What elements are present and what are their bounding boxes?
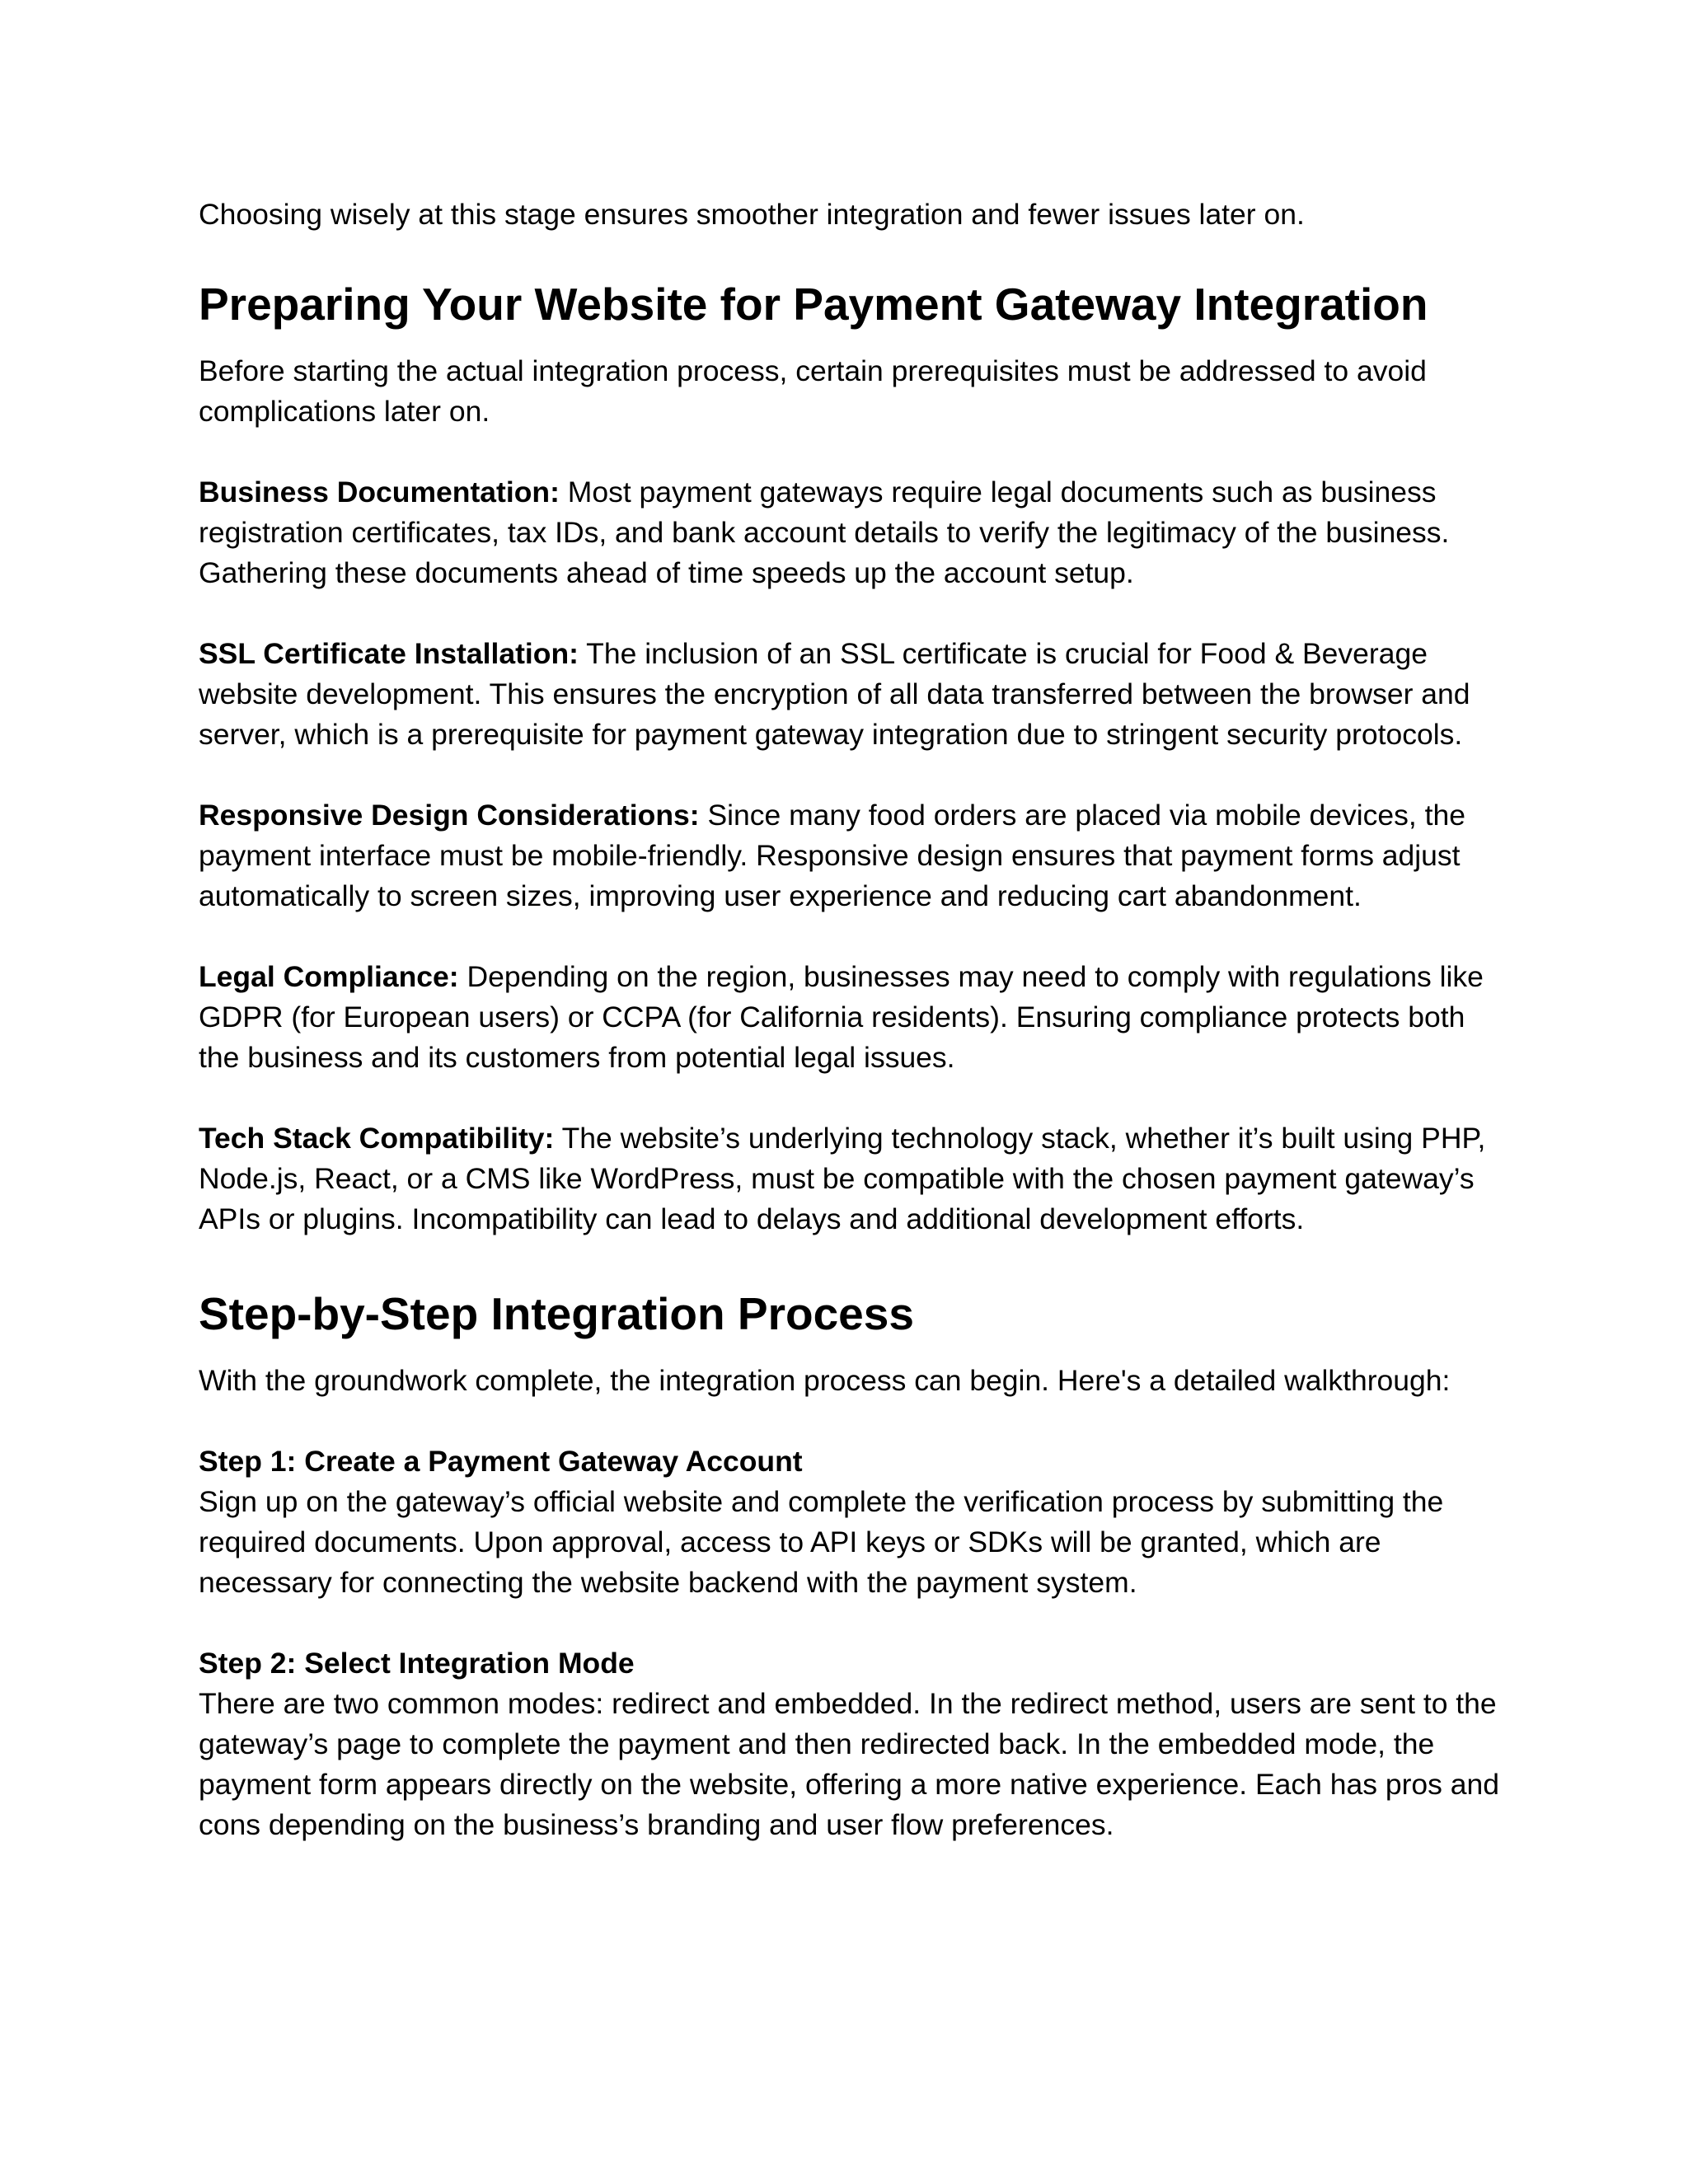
intro-closing-paragraph: Choosing wisely at this stage ensures smoother integration and fewer issues later on.: [199, 198, 1305, 231]
prereq-lead: Tech Stack Compatibility:: [199, 1122, 555, 1155]
prereq-lead: Business Documentation:: [199, 476, 560, 509]
prereq-paragraph-legal-compliance: [199, 957, 1501, 1078]
paragraph-gap: [199, 1401, 1501, 1441]
prereq-body: The inclusion of an SSL certificate is crucial for Food & Beverage website development. This ensures the encryption of all data transferred between the browser and server, which is a prerequisite for payment gateway integration due to stringent security protocols.: [199, 637, 1470, 751]
paragraph-gap: [199, 432, 1501, 472]
prereq-body: Most payment gateways require legal documents such as business registration certificates, tax IDs, and bank account details to verify the legitimacy of the business. Gathering these documents ahead of time speeds up the account setup.: [199, 476, 1450, 589]
prereq-lead: SSL Certificate Installation:: [199, 637, 579, 670]
step-title: Step 1: Create a Payment Gateway Account: [199, 1445, 803, 1478]
prereq-paragraph-business-documentation: [199, 472, 1501, 593]
section-heading-preparing: Preparing Your Website for Payment Gateway Integration: [199, 279, 1428, 330]
prereq-paragraph-responsive-design: [199, 795, 1501, 916]
paragraph-gap: [199, 755, 1501, 795]
prereq-paragraph-tech-stack: [199, 1118, 1501, 1240]
prereq-paragraph-ssl-certificate: [199, 634, 1501, 755]
prereq-body: The website’s underlying technology stack, whether it’s built using PHP, Node.js, React, or a CMS like WordPress, must be compatible with the chosen payment gateway’s APIs or plugins. Incompatibility can lead to delays and additional development efforts.: [199, 1122, 1486, 1235]
paragraph-gap: [199, 916, 1501, 957]
paragraph-gap: [199, 1078, 1501, 1118]
paragraph-gap: [199, 1603, 1501, 1643]
prereq-lead: Responsive Design Considerations:: [199, 799, 700, 832]
step-body: Sign up on the gateway’s official website and complete the verification process by submitting the required documents. Upon approval, access to API keys or SDKs will be granted, which are necessary for connecting the website backend with the payment system.: [199, 1485, 1444, 1599]
section-intro-steps: With the groundwork complete, the integration process can begin. Here's a detailed walkthrough:: [199, 1364, 1451, 1397]
step-body: There are two common modes: redirect and embedded. In the redirect method, users are sent to the gateway’s page to complete the payment and then redirected back. In the embedded mode, the payment form appears directly on the website, offering a more native experience. Each has pros and cons depending on the business’s branding and user flow preferences.: [199, 1687, 1499, 1841]
paragraph-gap: [199, 593, 1501, 634]
prereq-lead: Legal Compliance:: [199, 960, 459, 993]
prereq-body: Depending on the region, businesses may need to comply with regulations like GDPR (for European users) or CCPA (for California residents). Ensuring compliance protects both the business and its customers from potential legal issues.: [199, 960, 1484, 1074]
prereq-body: Since many food orders are placed via mobile devices, the payment interface must be mobile-friendly. Responsive design ensures that payment forms adjust automatically to screen sizes, improving user experience and reducing cart abandonment.: [199, 799, 1465, 912]
step-title: Step 2: Select Integration Mode: [199, 1647, 635, 1680]
section-intro-preparing: Before starting the actual integration process, certain prerequisites must be addressed to avoid complications later on.: [199, 354, 1427, 428]
document-page: [199, 194, 1501, 1845]
section-heading-steps: Step-by-Step Integration Process: [199, 1288, 914, 1339]
